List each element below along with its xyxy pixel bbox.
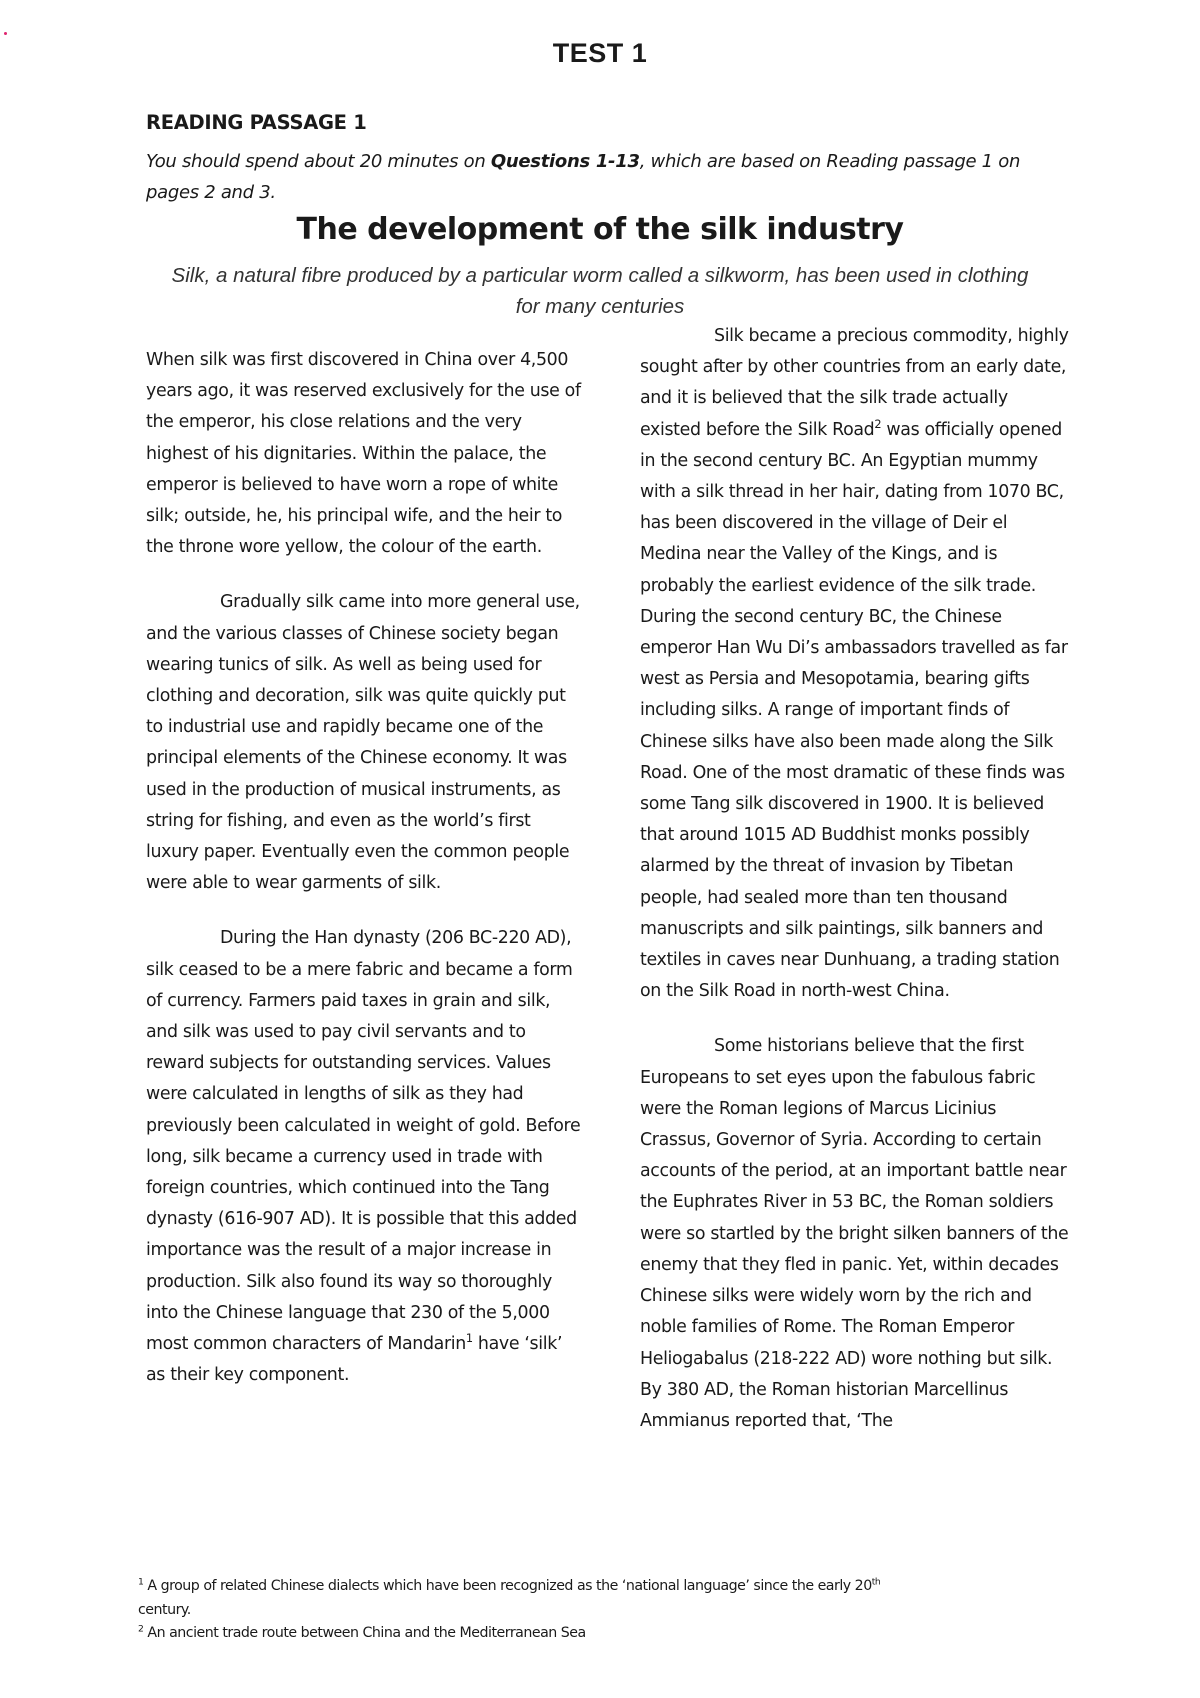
paragraph-right-2: Some historians believe that the first Europeans to set eyes upon the fabulous fabric were the Roman legions of Marcus Licinius Crassus, Governor of Syria. According to certain accounts of the period, at an important battle near the Euphrates River in 53 BC, the Roman soldiers were so startled by the bright silken banners of the enemy that they fled in panic. Yet, within decades Chinese silks were widely worn by the rich and noble families of Rome. The Roman Emperor Heliogabalus (218-222 AD) wore nothing but silk. By 380 AD, the Roman historian Marcellinus Ammianus reported that, ‘The (640, 1036, 1069, 1431)
footnote-1 (138, 1575, 898, 1622)
footnotes (138, 1575, 898, 1646)
right-column (640, 321, 1070, 1461)
footnote-1-ordinal: th (871, 1576, 881, 1588)
instruction-questions: Questions 1-13 (490, 151, 640, 172)
instruction-text (146, 146, 1046, 208)
paragraph-right-1-end: was officially opened in the second century BC. An Egyptian mummy with a silk thread in her hair, dating from 1070 BC, has been discovered in the village of Deir el Medina near the Valley of the Kings, and is probably the earliest evidence of the silk trade. During the second century BC, the Chinese emperor Han Wu Di’s ambassadors travelled as far west as Persia and Mesopotamia, bearing gifts including silks. A range of important finds of Chinese silks have also been made along the Silk Road. One of the most dramatic of these finds was some Tang silk discovered in 1900. It is believed that around 1015 AD Buddhist monks possibly alarmed by the threat of invasion by Tibetan people, had sealed more than ten thousand manuscripts and silk paintings, silk banners and textiles in caves near Dunhuang, a trading station on the Silk Road in north-west China. (640, 419, 1068, 1002)
footnote-ref-1: 1 (465, 1332, 473, 1346)
instruction-post: , which are based on Reading passage 1 on pages 2 and 3. (146, 151, 1021, 203)
paragraph-right-1 (640, 321, 1070, 1007)
paragraph-left-2: Gradually silk came into more general use, and the various classes of Chinese society began wearing tunics of silk. As well as being used for clothing and decoration, silk was quite quickly put to industrial use and rapidly became one of the principal elements of the Chinese economy. It was used in the production of musical instruments, as string for fishing, and even as the world’s first luxury paper. Eventually even the common people were able to wear garments of silk. (146, 592, 580, 894)
footnote-2-mark: 2 (138, 1623, 144, 1635)
footnote-2-text: An ancient trade route between China and the Mediterranean Sea (143, 1625, 586, 1641)
passage-title: The development of the silk industry (296, 212, 904, 247)
paragraph-right-1-start: Silk became a precious commodity, highly sought after by other countries from an early date, and it is believed that the silk trade actually existed before the Silk Road (640, 326, 1069, 440)
section-heading: READING PASSAGE 1 (146, 111, 367, 134)
paragraph-left-1: When silk was first discovered in China over 4,500 years ago, it was reserved exclusively for the use of the emperor, his close relations and the very highest of his dignitaries. Within the palace, the emperor is believed to have worn a rope of white silk; outside, he, his principal wife, and the heir to the throne wore yellow, the colour of the earth. (146, 350, 581, 558)
passage-subtitle: Silk, a natural fibre produced by a particular worm called a silkworm, has been used in clothing for many centuries (171, 264, 1029, 318)
paragraph-left-3-main: During the Han dynasty (206 BC-220 AD), silk ceased to be a mere fabric and became a form of currency. Farmers paid taxes in grain and silk, and silk was used to pay civil servants and to reward subjects for outstanding services. Values were calculated in lengths of silk as they had previously been calculated in weight of gold. Before long, silk became a currency used in trade with foreign countries, which continued into the Tang dynasty (616-907 AD). It is possible that this added importance was the result of a major increase in production. Silk also found its way so thoroughly into the Chinese language that 230 of the 5,000 most common characters of Mandarin (146, 928, 581, 1355)
footnote-ref-2: 2 (874, 417, 882, 431)
footnote-2 (138, 1622, 898, 1646)
test-title: TEST 1 (552, 38, 648, 68)
paragraph-left-3-end: have ‘silk’ as their key component. (146, 1334, 563, 1386)
instruction-pre: You should spend about 20 minutes on (146, 151, 491, 172)
footnote-1-end: century. (138, 1601, 191, 1618)
footnote-1-text: A group of related Chinese dialects which have been recognized as the ‘national language’ since the early 20 (143, 1578, 872, 1594)
decorative-dot (4, 32, 7, 35)
footnote-1-mark: 1 (138, 1576, 144, 1588)
paragraph-left-3 (146, 923, 586, 1391)
left-column (146, 345, 586, 1416)
